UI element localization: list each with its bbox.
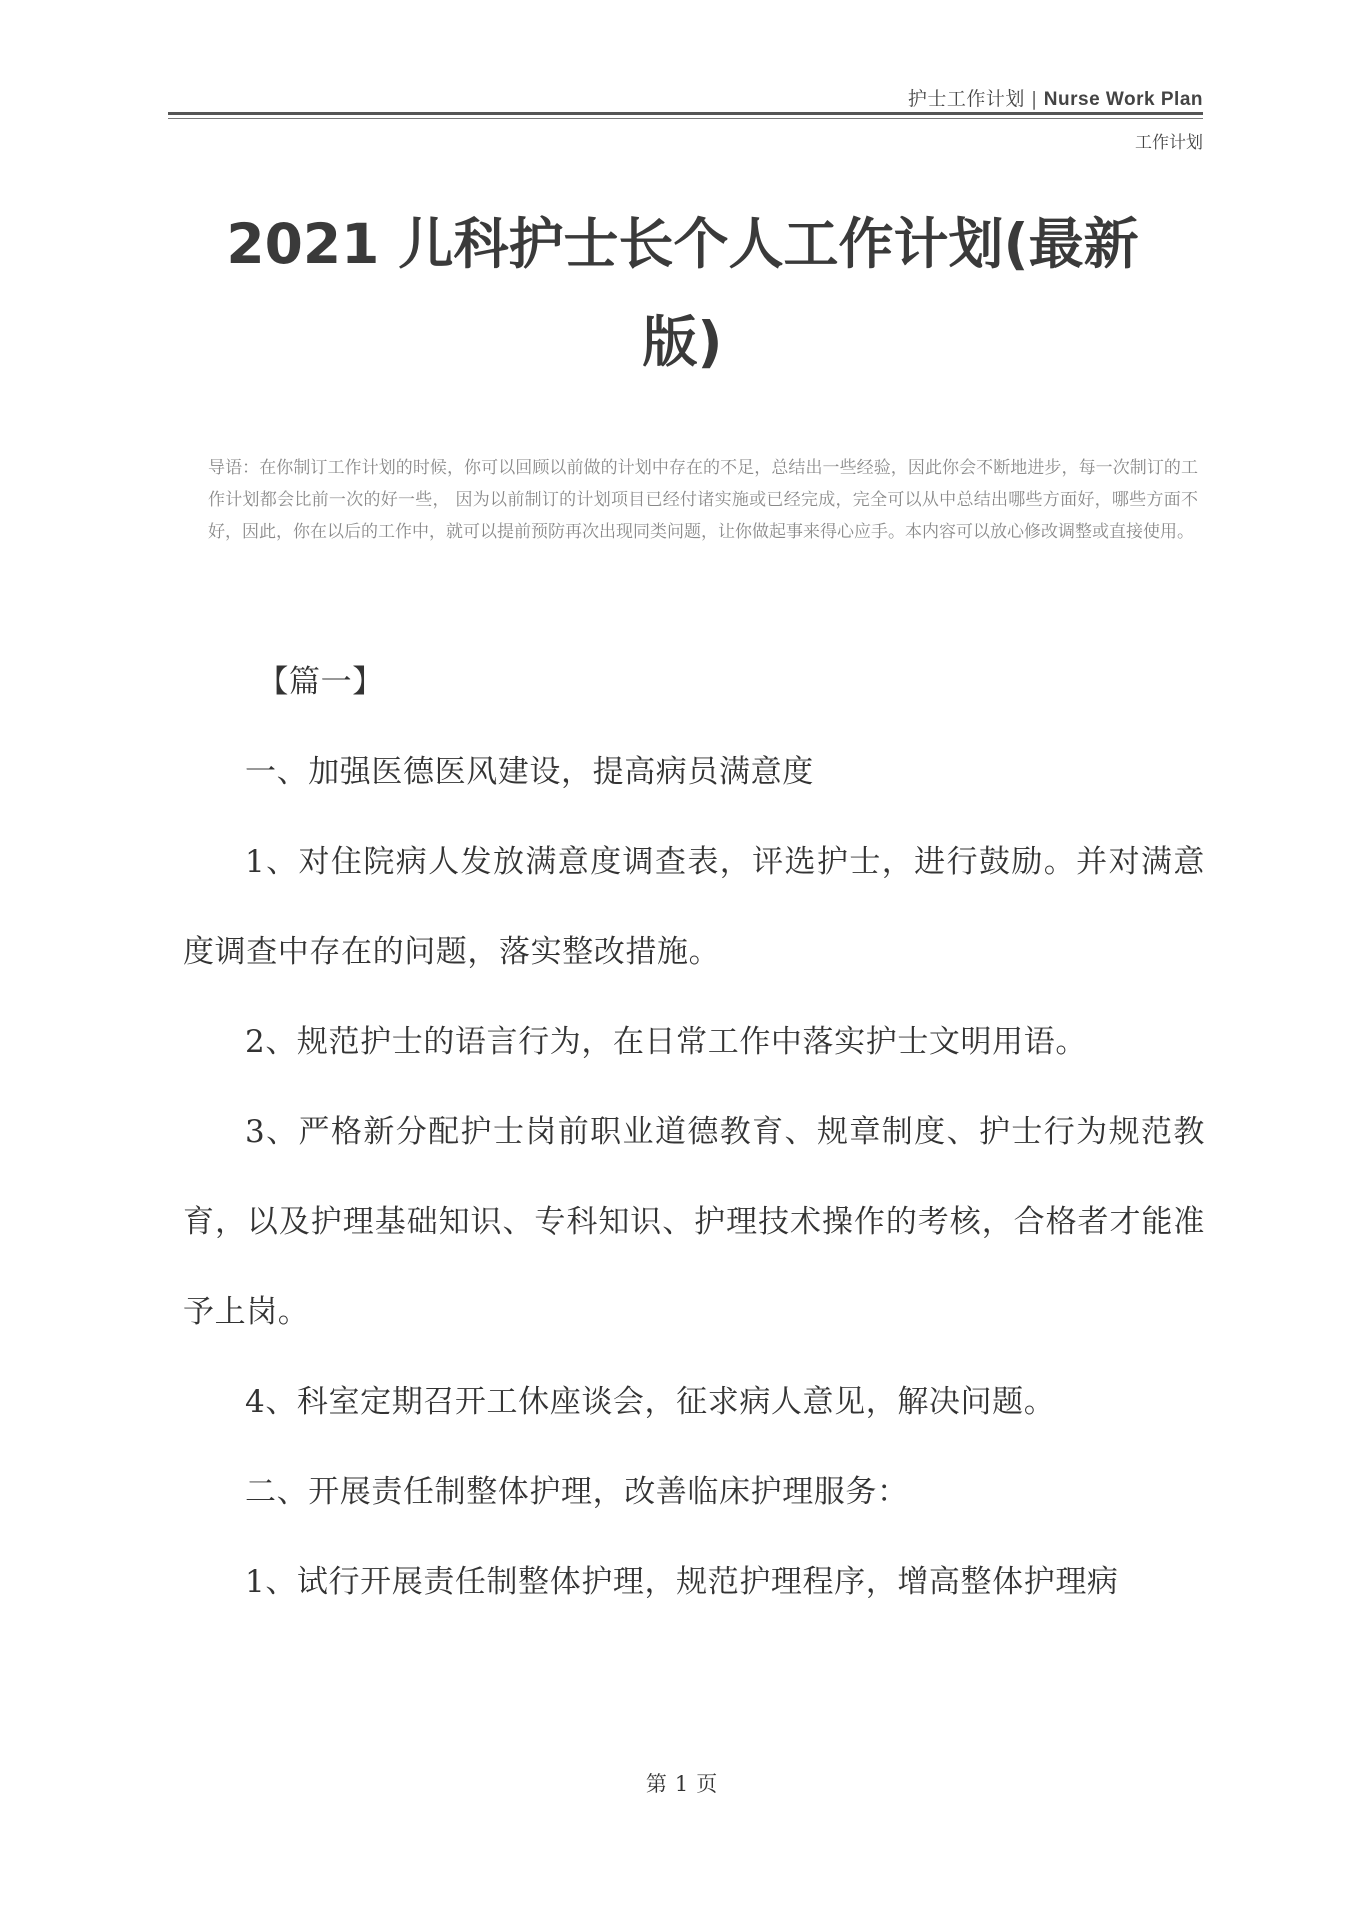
footer-prefix: 第 bbox=[645, 1772, 667, 1796]
header-rule-thin bbox=[168, 118, 1203, 119]
intro-paragraph: 导语：在你制订工作计划的时候，你可以回顾以前做的计划中存在的不足，总结出一些经验，因此你会不断地进步，每一次制订的工作计划都会比前一次的好一些， 因为以前制订的计划项目已经付诸实施或已经完成，完全可以从中总结出哪些方面好，哪些方面不好，因此，你在以后的工作中，就可以提前预防再次出现同类问题，让你做起事来得心应手。本内容可以放心修改调整或直接使用。 bbox=[208, 458, 1198, 542]
page-footer bbox=[0, 1768, 1363, 1798]
running-header bbox=[908, 84, 1203, 111]
document-body bbox=[183, 637, 1205, 1627]
section-label: 【篇一】 bbox=[257, 664, 384, 700]
header-separator: | bbox=[1030, 88, 1038, 110]
body-paragraph: 3、严格新分配护士岗前职业道德教育、规章制度、护士行为规范教育，以及护理基础知识、专科知识、护理技术操作的考核，合格者才能准予上岗。 bbox=[183, 1114, 1205, 1330]
page-number: 1 bbox=[674, 1772, 689, 1796]
document-title bbox=[180, 195, 1185, 391]
body-paragraph: 一、加强医德医风建设，提高病员满意度 bbox=[245, 754, 814, 790]
body-paragraph: 2、规范护士的语言行为，在日常工作中落实护士文明用语。 bbox=[245, 1024, 1087, 1060]
header-doc-type-cn: 护士工作计划 bbox=[907, 88, 1025, 110]
body-paragraph: 二、开展责任制整体护理，改善临床护理服务： bbox=[245, 1474, 909, 1510]
title-line-2: 版) bbox=[642, 310, 723, 374]
header-category: 工作计划 bbox=[1135, 133, 1203, 153]
body-paragraph: 4、科室定期召开工休座谈会，征求病人意见，解决问题。 bbox=[245, 1384, 1056, 1420]
footer-suffix: 页 bbox=[696, 1772, 718, 1796]
header-rule-thick bbox=[168, 112, 1203, 115]
title-line-1: 2021 儿科护士长个人工作计划(最新 bbox=[226, 212, 1139, 276]
body-paragraph: 1、对住院病人发放满意度调查表，评选护士，进行鼓励。并对满意度调查中存在的问题，落实整改措施。 bbox=[183, 844, 1205, 970]
body-paragraph: 1、试行开展责任制整体护理，规范护理程序，增高整体护理病 bbox=[245, 1564, 1119, 1600]
header-doc-type-en: Nurse Work Plan bbox=[1043, 89, 1203, 110]
